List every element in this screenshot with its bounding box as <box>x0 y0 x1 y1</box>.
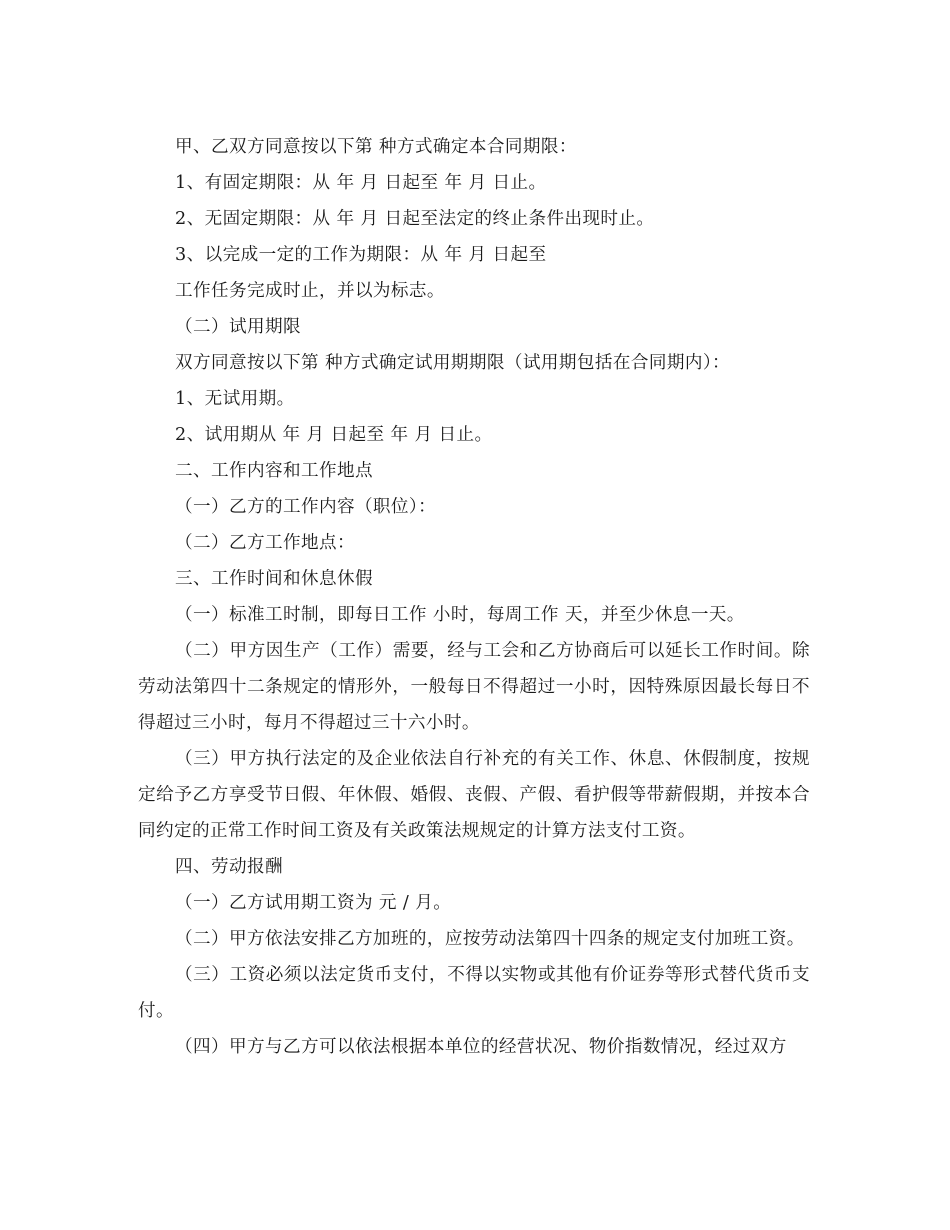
paragraph-no-probation: 1、无试用期。 <box>175 389 295 409</box>
paragraph-currency-payment: （三）工资必须以法定货币支付，不得以实物或其他有价证券等形式替代货币支付。 <box>138 965 810 1021</box>
heading-remuneration: 四、劳动报酬 <box>175 857 283 877</box>
paragraph-wage-adjustment: （四）甲方与乙方可以依法根据本单位的经营状况、物价指数情况，经过双方 <box>175 1037 787 1057</box>
paragraph-overtime-pay: （二）甲方依法安排乙方加班的，应按劳动法第四十四条的规定支付加班工资。 <box>175 929 805 949</box>
heading-probation-period: （二）试用期限 <box>175 317 301 337</box>
heading-job-content-location: 二、工作内容和工作地点 <box>175 461 373 481</box>
paragraph-probation-dates: 2、试用期从 年 月 日起至 年 月 日止。 <box>175 425 493 445</box>
paragraph-contract-term-intro: 甲、乙双方同意按以下第 种方式确定本合同期限： <box>175 137 577 157</box>
paragraph-fixed-term: 1、有固定期限：从 年 月 日起至 年 月 日止。 <box>175 173 547 193</box>
paragraph-job-content: （一）乙方的工作内容（职位）： <box>175 497 437 517</box>
heading-working-hours-leave: 三、工作时间和休息休假 <box>175 569 373 589</box>
paragraph-task-term-end: 工作任务完成时止，并以为标志。 <box>175 281 445 301</box>
contract-body <box>138 129 810 1065</box>
paragraph-leave-policy: （三）甲方执行法定的及企业依法自行补充的有关工作、休息、休假制度，按规定给予乙方享受节日假、年休假、婚假、丧假、产假、看护假等带薪假期，并按本合同约定的正常工作时间工资及有关政策法规规定的计算方法支付工资。 <box>138 749 810 841</box>
paragraph-task-term: 3、以完成一定的工作为期限：从 年 月 日起至 <box>175 245 547 265</box>
paragraph-job-location: （二）乙方工作地点： <box>175 533 355 553</box>
paragraph-probation-intro: 双方同意按以下第 种方式确定试用期期限（试用期包括在合同期内）： <box>175 353 731 373</box>
paragraph-standard-hours: （一）标准工时制，即每日工作 小时，每周工作 天，并至少休息一天。 <box>175 605 745 625</box>
paragraph-overtime-extension: （二）甲方因生产（工作）需要，经与工会和乙方协商后可以延长工作时间。除劳动法第四十二条规定的情形外，一般每日不得超过一小时，因特殊原因最长每日不得超过三小时，每月不得超过三十六小时。 <box>138 641 810 733</box>
paragraph-probation-wage: （一）乙方试用期工资为 元 / 月。 <box>175 893 452 913</box>
paragraph-open-term: 2、无固定期限：从 年 月 日起至法定的终止条件出现时止。 <box>175 209 655 229</box>
